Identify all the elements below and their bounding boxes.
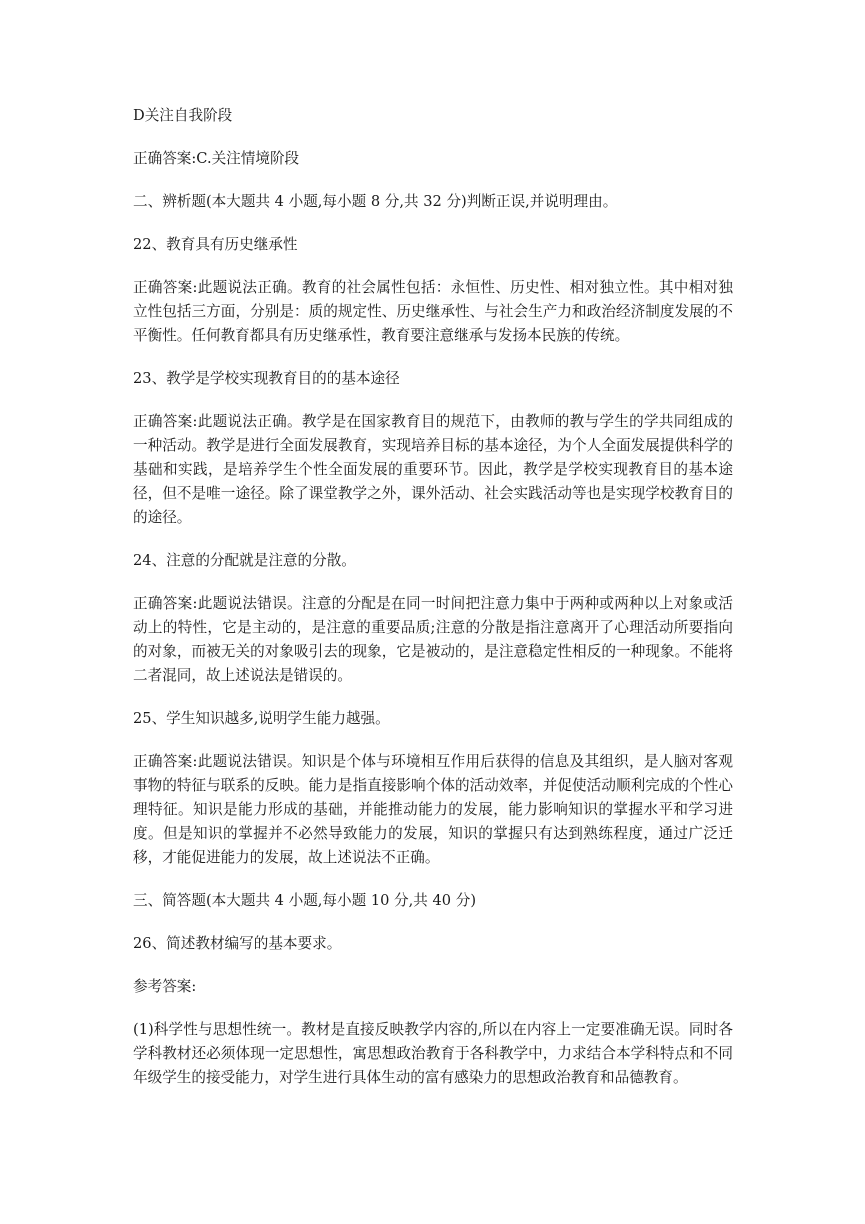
question-25: 25、学生知识越多,说明学生能力越强。 xyxy=(133,710,390,727)
question-26: 26、简述教材编写的基本要求。 xyxy=(133,935,342,952)
option-d: D关注自我阶段 xyxy=(133,107,233,124)
answer-23: 正确答案:此题说法正确。教学是在国家教育目的规范下，由教师的教与学生的学共同组成的一种活动。教学是进行全面发展教育，实现培养目标的基本途径，为个人全面发展提供科学的基础和实践，是培养学生个性全面发展的重要环节。因此，教学是学校实现教育目的基本途径，但不是唯一途径。除了课堂教学之外，课外活动、社会实践活动等也是实现学校教育目的的途径。 xyxy=(133,413,733,526)
answer-25: 正确答案:此题说法错误。知识是个体与环境相互作用后获得的信息及其组织，是人脑对客观事物的特征与联系的反映。能力是指直接影响个体的活动效率，并促使活动顺利完成的个性心理特征。知识是能力形成的基础，并能推动能力的发展，能力影响知识的掌握水平和学习进度。但是知识的掌握并不必然导致能力的发展，知识的掌握只有达到熟练程度，通过广泛迁移，才能促进能力的发展，故上述说法不正确。 xyxy=(133,753,733,866)
answer-22: 正确答案:此题说法正确。教育的社会属性包括：永恒性、历史性、相对独立性。其中相对独立性包括三方面，分别是：质的规定性、历史继承性、与社会生产力和政治经济制度发展的不平衡性。任何教育都具有历史继承性，教育要注意继承与发扬本民族的传统。 xyxy=(133,279,733,344)
reference-answer-label: 参考答案: xyxy=(133,978,197,995)
section-heading-2: 二、辨析题(本大题共 4 小题,每小题 8 分,共 32 分)判断正误,并说明理由。 xyxy=(133,193,618,210)
answer-24: 正确答案:此题说法错误。注意的分配是在同一时间把注意力集中于两种或两种以上对象或活动上的特性，它是主动的，是注意的重要品质;注意的分散是指注意离开了心理活动所要指向的对象，而被无关的对象吸引去的现象，它是被动的，是注意稳定性相反的一种现象。不能将二者混同，故上述说法是错误的。 xyxy=(133,595,733,684)
section-heading-3: 三、简答题(本大题共 4 小题,每小题 10 分,共 40 分) xyxy=(133,892,477,909)
answer-26-point-1: (1)科学性与思想性统一。教材是直接反映教学内容的,所以在内容上一定要准确无误。同时各学科教材还必须体现一定思想性，寓思想政治教育于各科教学中，力求结合本学科特点和不同年级学生的接受能力，对学生进行具体生动的富有感染力的思想政治教育和品德教育。 xyxy=(133,1021,733,1086)
question-24: 24、注意的分配就是注意的分散。 xyxy=(133,552,356,569)
question-22: 22、教育具有历史继承性 xyxy=(133,236,298,253)
document-page xyxy=(133,104,733,1109)
answer-21: 正确答案:C.关注情境阶段 xyxy=(133,150,300,167)
question-23: 23、教学是学校实现教育目的的基本途径 xyxy=(133,370,400,387)
